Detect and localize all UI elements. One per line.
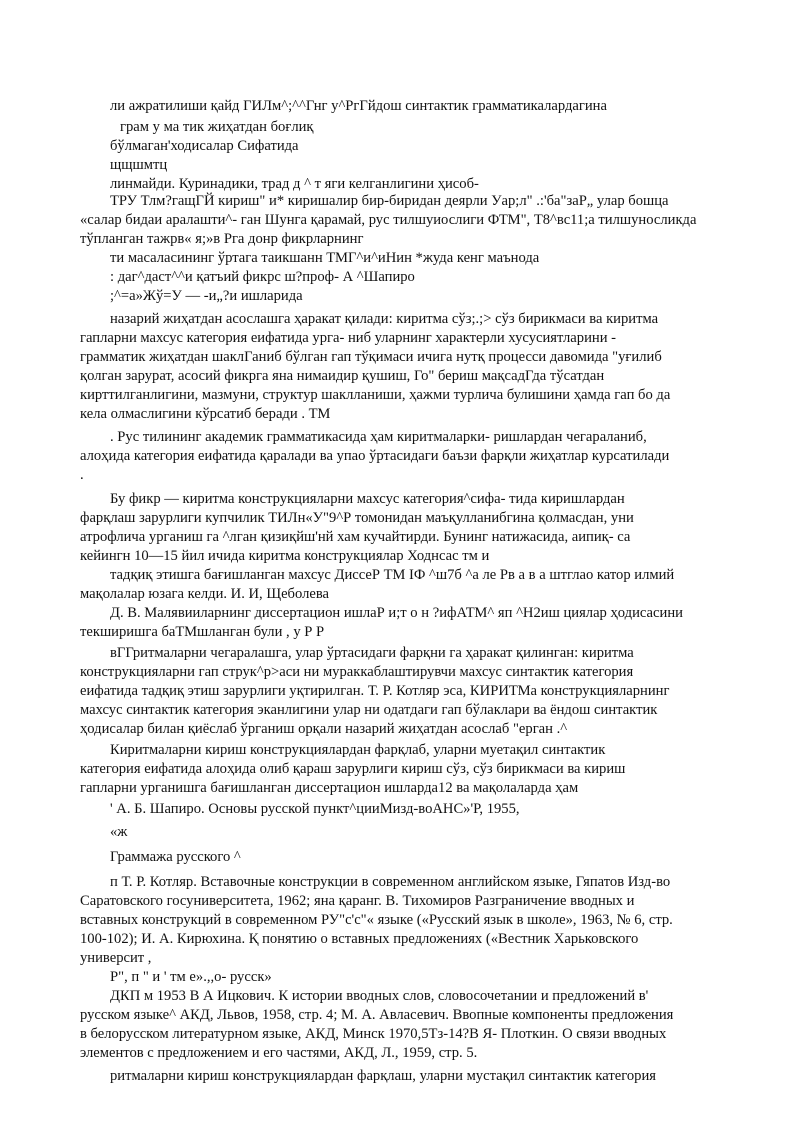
footnote-line: ' А. Б. Шапиро. Основы русской пункт^цииМизд-воАНС»'Р, 1955, xyxy=(110,801,520,817)
text-line: еифатида тадқиқ этиш зарурлиги уқтирилган. Т. Р. Котляр эса, КИРИТМа конструкцияларнинг xyxy=(80,683,670,699)
text-line: текширишга баТМшланган були , у Р Р xyxy=(80,624,325,640)
footnote-line: русском языке^ АКД, Львов, 1958, стр. 4; М. А. Авласевич. Ввопные компоненты предложения xyxy=(80,1007,674,1023)
text-line: алоҳида категория еифатида қаралади ва упао ўртасидаги баъзи фарқли жиҳатлар курсатилади xyxy=(80,448,670,464)
text-line: конструкцияларни гап струк^р>аси ни мураккаблаштирувчи махсус синтактик категория xyxy=(80,664,634,680)
text-line: гапларни урганишга бағишланган диссертацион ишларда12 ва мақолаларда ҳам xyxy=(80,780,579,796)
footnote-line: элементов с предложением и его частями, АКД, Л., 1959, стр. 5. xyxy=(80,1045,478,1061)
text-line: махсус синтактик категория эканлигини улар ни одатдаги гап бўлаклари ва ёндош синтактик xyxy=(80,702,658,718)
text-line: «салар бидаи аралашти^- ган Шунга қарамай, рус тилшуиослиги ФТМ", Т8^вс11;а тилшуносликда xyxy=(80,212,697,228)
text-line: фарқлаш зарурлиги купчилик ТИЛн«У"9^Р томонидан маъқулланибгина қолмасдан, уни xyxy=(80,510,634,526)
text-line: категория еифатида алоҳида олиб қараш зарурлиги кириш сўз, сўз бирикмаси ва кириш xyxy=(80,761,626,777)
text-line: кела олмаслигини кўрсатиб беради . ТМ xyxy=(80,406,331,422)
text-line: вГГритмаларни чегаралашга, улар ўртасидаги фарқни га ҳаракат қилинган: киритма xyxy=(110,645,634,661)
text-line: тадқиқ этишга бағишланган махсус ДиссеР ТМ ІФ ^ш7б ^а ле Рв а в а штглао катор илмий xyxy=(110,567,675,583)
text-line: мақолалар юзага келди. И. И, Щеболева xyxy=(80,586,330,602)
footnote-line: 100-102); И. А. Кирюхина. Қ понятию о вставных предложениях («Вестник Харьковского xyxy=(80,931,639,947)
footnote-line: п Т. Р. Котляр. Вставочные конструкции в современном английском языке, Гяпатов Изд-во xyxy=(110,874,671,890)
footnote-line: Граммажа русского ^ xyxy=(110,849,241,865)
footnote-line: в белорусском литературном языке, АКД, Минск 1970,5Тз-14?В Я- Плоткин. О связи вводных xyxy=(80,1026,667,1042)
footnote-line: «ж xyxy=(110,824,128,840)
text-line: Д. В. Малявииларнинг диссертацион ишлаР и;т о н ?ифАТМ^ яп ^Н2иш циялар ҳодисасини xyxy=(110,605,683,621)
text-line: ҳодисалар билан қиёслаб ўрганиш орқали назарий жиҳатдан асослаб "ерган .^ xyxy=(80,721,568,737)
text-line: бўлмаган'ходисалар Сифатида xyxy=(110,138,299,154)
footnote-line: Саратовского госуниверситета, 1962; яна қаранг. В. Тихомиров Разграничение вводных и xyxy=(80,893,635,909)
text-line: назарий жиҳатдан асослашга ҳаракат қилади: киритма сўз;.;> сўз бирикмаси ва киритма xyxy=(110,311,659,327)
text-line: линмайди. Куринадики, трад д ^ т яги келганлигини ҳисоб- xyxy=(110,176,479,192)
text-line: қолган зарурат, асосий фикрга яна нимаидир қушиш, Го" бериш мақсадГда тўсатдан xyxy=(80,368,605,384)
text-line: ;^=а»Жў=У — -и„?и ишларида xyxy=(110,288,303,304)
footnote-line: Р", п " и ' тм е».,,о- русск» xyxy=(110,969,272,985)
text-line: : даг^даст^^и қатъий фикрс ш?проф- А ^Шапиро xyxy=(110,269,415,285)
text-line: Бу фикр — киритма конструкцияларни махсус категория^сифа- тида киришлардан xyxy=(110,491,625,507)
text-line: кирттилганлигини, мазмуни, структур шаклланиши, ҳажми турлича булишини ҳамда гап бо да xyxy=(80,387,671,403)
text-line: . xyxy=(80,467,84,483)
text-line: ТРУ Тлм?гащГЙ кириш" и* киришалир бир-биридан деярли Уар;л" .:'ба"заР„ улар бошца xyxy=(110,193,669,209)
text-line: кейингн 10—15 йил ичида киритма конструкциялар Ходнсас тм и xyxy=(80,548,490,564)
text-line: Киритмаларни кириш конструкциялардан фарқлаб, уларни муетақил синтактик xyxy=(110,742,606,758)
text-line: ти масаласининг ўртага таикшанн ТМГ^и^иНин *жуда кенг маънода xyxy=(110,250,540,266)
text-line: щщшмтц xyxy=(110,157,168,173)
text-line: гапларни махсус категория еифатида урга- ниб уларнинг характерли хусусиятларини - xyxy=(80,330,617,346)
text-line: ритмаларни кириш конструкциялардан фарқлаш, уларни мустақил синтактик категория xyxy=(110,1068,656,1084)
text-line: грамматик жиҳатдан шаклГаниб бўлган гап тўқимаси ичига нутқ процесси давомида "уғилиб xyxy=(80,349,662,365)
text-line: атрофлича урганиш га ^лган қизиқйш'нй хам кучайтирди. Бунинг натижасида, аипиқ- са xyxy=(80,529,631,545)
text-line: . Рус тилининг академик грамматикасида ҳам киритмаларки- ришлардан чегараланиб, xyxy=(110,429,647,445)
footnote-line: ДКП м 1953 В А Ицкович. К истории вводных слов, словосочетании и предложений в' xyxy=(110,988,649,1004)
footnote-line: вставных конструкций в современном РУ"с'с"« языке («Русский язык в школе», 1963, № 6, стр. xyxy=(80,912,673,928)
footnote-line: университ , xyxy=(80,950,152,966)
text-line: ли ажратилиши қайд ГИЛм^;^^Гнг у^РгГйдош синтактик грамматикалардагина xyxy=(110,98,607,114)
text-line: тўпланган тажрв« я;»в Рга донр фикрларнинг xyxy=(80,231,364,247)
text-line: грам у ма тик жиҳатдан боғлиқ xyxy=(120,119,314,135)
